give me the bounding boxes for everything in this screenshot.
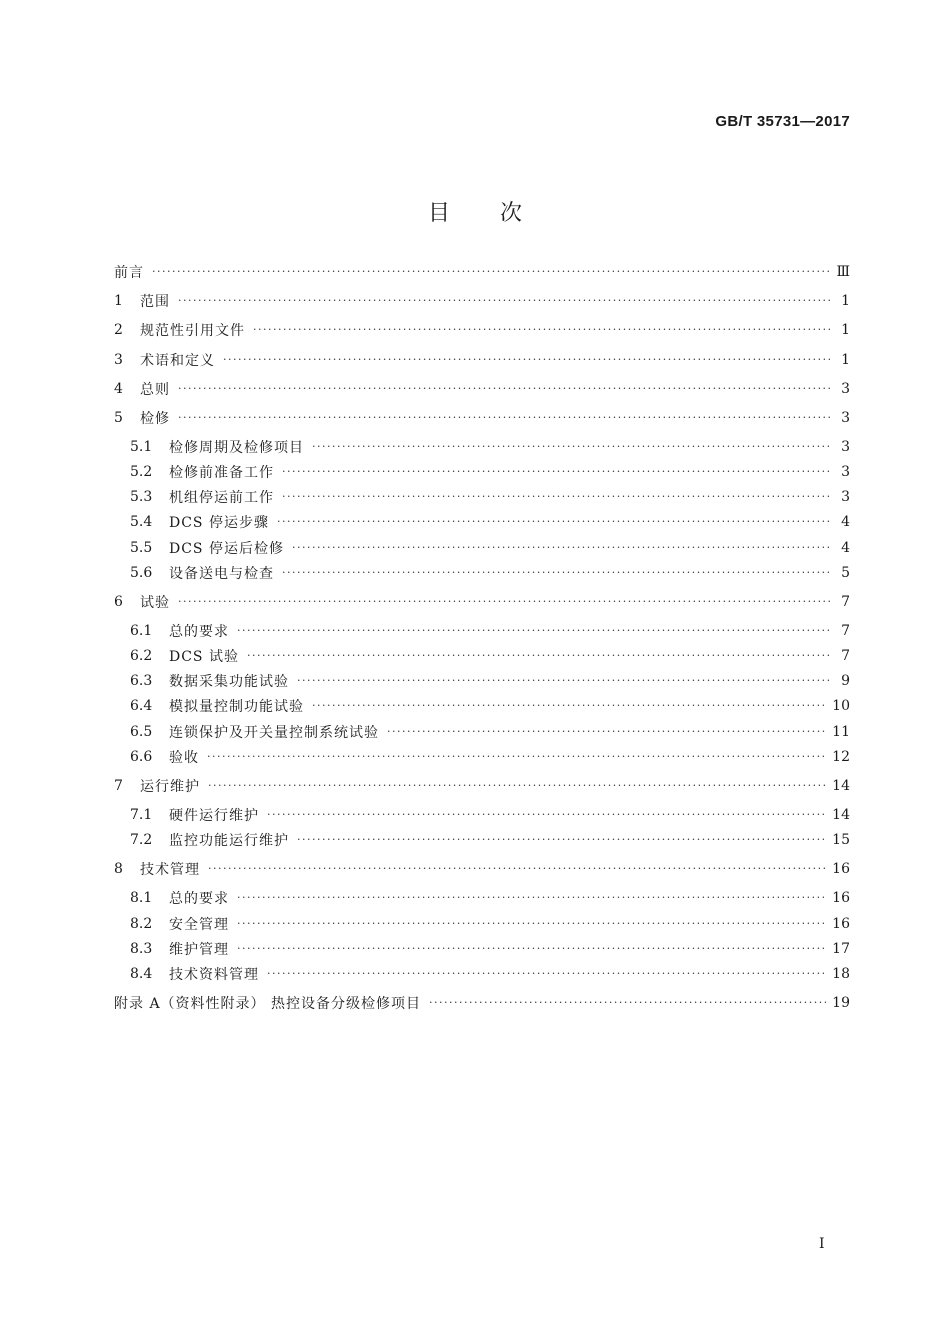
toc-entry-number: 3 — [114, 352, 123, 368]
toc-leader-dots — [152, 260, 830, 284]
toc-entry-page: Ⅲ — [836, 264, 850, 280]
toc-entry-number: 6.5 — [130, 724, 153, 740]
toc-entry-page: 1 — [841, 322, 850, 338]
toc-entry[interactable] — [114, 991, 850, 1015]
toc-entry-label: DCS 试验 — [169, 649, 239, 665]
toc-entry[interactable] — [114, 912, 850, 936]
toc-entry[interactable] — [114, 435, 850, 459]
toc-entry-label: 范围 — [140, 294, 170, 310]
toc-leader-dots — [223, 348, 832, 372]
toc-leader-dots — [282, 485, 832, 509]
toc-entry-label: 模拟量控制功能试验 — [169, 699, 304, 715]
toc-entry-number: 2 — [114, 322, 123, 338]
toc-entry-label: 规范性引用文件 — [140, 323, 245, 339]
toc-entry-page: 4 — [841, 540, 850, 556]
toc-entry-page: 9 — [841, 673, 850, 689]
toc-entry-label: 连锁保护及开关量控制系统试验 — [169, 725, 379, 741]
toc-entry-label: 检修周期及检修项目 — [169, 440, 304, 456]
toc-leader-dots — [297, 828, 826, 852]
toc-entry-page: 16 — [832, 890, 850, 906]
toc-entry-label: 技术管理 — [140, 862, 200, 878]
toc-leader-dots — [253, 318, 832, 342]
toc-entry[interactable] — [114, 289, 850, 313]
toc-entry-number: 5.3 — [130, 489, 153, 505]
toc-entry-number: 6.2 — [130, 648, 153, 664]
toc-entry-label: 运行维护 — [140, 779, 200, 795]
toc-entry[interactable] — [114, 857, 850, 881]
toc-entry[interactable] — [114, 937, 850, 961]
toc-entry-page: 14 — [832, 778, 850, 794]
toc-entry-page: 3 — [841, 381, 850, 397]
toc-leader-dots — [237, 886, 826, 910]
toc-leader-dots — [178, 590, 832, 614]
toc-entry-number: 6.1 — [130, 623, 153, 639]
toc-entry-number: 8.3 — [130, 941, 153, 957]
toc-entry-page: 10 — [832, 698, 850, 714]
toc-entry-label: 附录 A（资料性附录） 热控设备分级检修项目 — [114, 996, 422, 1012]
toc-entry[interactable] — [114, 644, 850, 668]
toc-entry-page: 7 — [841, 623, 850, 639]
toc-entry-number: 8.2 — [130, 916, 153, 932]
toc-entry-number: 5.2 — [130, 464, 153, 480]
toc-entry[interactable] — [114, 536, 850, 560]
toc-entry[interactable] — [114, 962, 850, 986]
toc-leader-dots — [282, 561, 832, 585]
toc-leader-dots — [312, 694, 826, 718]
toc-entry-number: 6 — [114, 594, 123, 610]
toc-entry-page: 4 — [841, 514, 850, 530]
toc-leader-dots — [178, 406, 832, 430]
toc-entry-page: 16 — [832, 916, 850, 932]
toc-entry-page: 17 — [832, 941, 850, 957]
toc-entry-label: 安全管理 — [169, 917, 229, 933]
toc-entry[interactable] — [114, 406, 850, 430]
toc-entry-page: 3 — [841, 464, 850, 480]
toc-entry[interactable] — [114, 803, 850, 827]
toc-entry-number: 5.4 — [130, 514, 153, 530]
toc-entry[interactable] — [114, 590, 850, 614]
toc-entry-page: 16 — [832, 861, 850, 877]
toc-entry-number: 5.6 — [130, 565, 153, 581]
toc-entry-number: 5.5 — [130, 540, 153, 556]
toc-entry[interactable] — [114, 348, 850, 372]
toc-entry-page: 1 — [841, 293, 850, 309]
toc-entry-number: 8 — [114, 861, 123, 877]
toc-entry-label: 验收 — [169, 750, 199, 766]
toc-leader-dots — [292, 536, 832, 560]
toc-leader-dots — [208, 774, 826, 798]
toc-entry-number: 6.6 — [130, 749, 153, 765]
toc-entry-label: 硬件运行维护 — [169, 808, 259, 824]
toc-leader-dots — [208, 857, 826, 881]
footer-page-number: I — [819, 1236, 825, 1252]
toc-entry-number: 6.3 — [130, 673, 153, 689]
toc-leader-dots — [282, 460, 832, 484]
toc-leader-dots — [387, 720, 826, 744]
toc-entry-number: 6.4 — [130, 698, 153, 714]
toc-entry[interactable] — [114, 377, 850, 401]
toc-leader-dots — [297, 669, 832, 693]
toc-entry[interactable] — [114, 886, 850, 910]
toc-entry[interactable] — [114, 485, 850, 509]
toc-entry[interactable] — [114, 669, 850, 693]
toc-entry[interactable] — [114, 260, 850, 284]
toc-leader-dots — [277, 510, 832, 534]
standard-code: GB/T 35731—2017 — [715, 113, 850, 130]
toc-entry[interactable] — [114, 774, 850, 798]
toc-entry-page: 19 — [832, 995, 850, 1011]
toc-entry-page: 11 — [832, 724, 850, 740]
toc-entry[interactable] — [114, 619, 850, 643]
toc-entry-label: DCS 停运步骤 — [169, 515, 269, 531]
toc-entry-page: 3 — [841, 439, 850, 455]
toc-leader-dots — [267, 803, 826, 827]
toc-entry-page: 7 — [841, 594, 850, 610]
toc-entry-page: 12 — [832, 749, 850, 765]
toc-entry-page: 14 — [832, 807, 850, 823]
toc-entry-page: 5 — [841, 565, 850, 581]
toc-entry-number: 8.4 — [130, 966, 153, 982]
toc-entry-number: 7.2 — [130, 832, 153, 848]
toc-entry-page: 3 — [841, 410, 850, 426]
toc-entry-page: 15 — [832, 832, 850, 848]
toc-entry[interactable] — [114, 694, 850, 718]
toc-entry-label: 总的要求 — [169, 891, 229, 907]
toc-entry-number: 7 — [114, 778, 123, 794]
toc-entry[interactable] — [114, 460, 850, 484]
toc-entry-number: 5.1 — [130, 439, 153, 455]
toc-entry-label: 检修 — [140, 411, 170, 427]
toc-leader-dots — [207, 745, 826, 769]
toc-entry[interactable] — [114, 828, 850, 852]
toc-entry-label: 前言 — [114, 265, 144, 281]
toc-entry-page: 1 — [841, 352, 850, 368]
toc-entry[interactable] — [114, 510, 850, 534]
toc-entry-number: 1 — [114, 293, 123, 309]
toc-entry-label: DCS 停运后检修 — [169, 541, 284, 557]
toc-entry-label: 设备送电与检查 — [169, 566, 274, 582]
toc-entry-page: 3 — [841, 489, 850, 505]
toc-entry[interactable] — [114, 745, 850, 769]
toc-leader-dots — [237, 937, 826, 961]
toc-entry-label: 总的要求 — [169, 624, 229, 640]
toc-entry-number: 8.1 — [130, 890, 153, 906]
toc-entry[interactable] — [114, 318, 850, 342]
toc-leader-dots — [312, 435, 832, 459]
toc-leader-dots — [429, 991, 826, 1015]
toc-entry-label: 机组停运前工作 — [169, 490, 274, 506]
toc-entry-label: 检修前准备工作 — [169, 465, 274, 481]
toc-entry-label: 总则 — [140, 382, 170, 398]
toc-entry[interactable] — [114, 720, 850, 744]
toc-leader-dots — [178, 377, 832, 401]
toc-entry-label: 维护管理 — [169, 942, 229, 958]
toc-title: 目次 — [427, 201, 572, 226]
toc-entry-number: 5 — [114, 410, 123, 426]
toc-leader-dots — [178, 289, 832, 313]
toc-leader-dots — [267, 962, 826, 986]
toc-entry-page: 7 — [841, 648, 850, 664]
toc-entry-label: 数据采集功能试验 — [169, 674, 289, 690]
toc-entry[interactable] — [114, 561, 850, 585]
toc-leader-dots — [237, 912, 826, 936]
toc-entry-label: 技术资料管理 — [169, 967, 259, 983]
toc-entry-number: 4 — [114, 381, 123, 397]
toc-entry-label: 监控功能运行维护 — [169, 833, 289, 849]
toc-entry-label: 术语和定义 — [140, 353, 215, 369]
toc-entry-number: 7.1 — [130, 807, 153, 823]
toc-leader-dots — [237, 619, 832, 643]
toc-entry-label: 试验 — [140, 595, 170, 611]
toc-leader-dots — [247, 644, 832, 668]
toc-entry-page: 18 — [832, 966, 850, 982]
